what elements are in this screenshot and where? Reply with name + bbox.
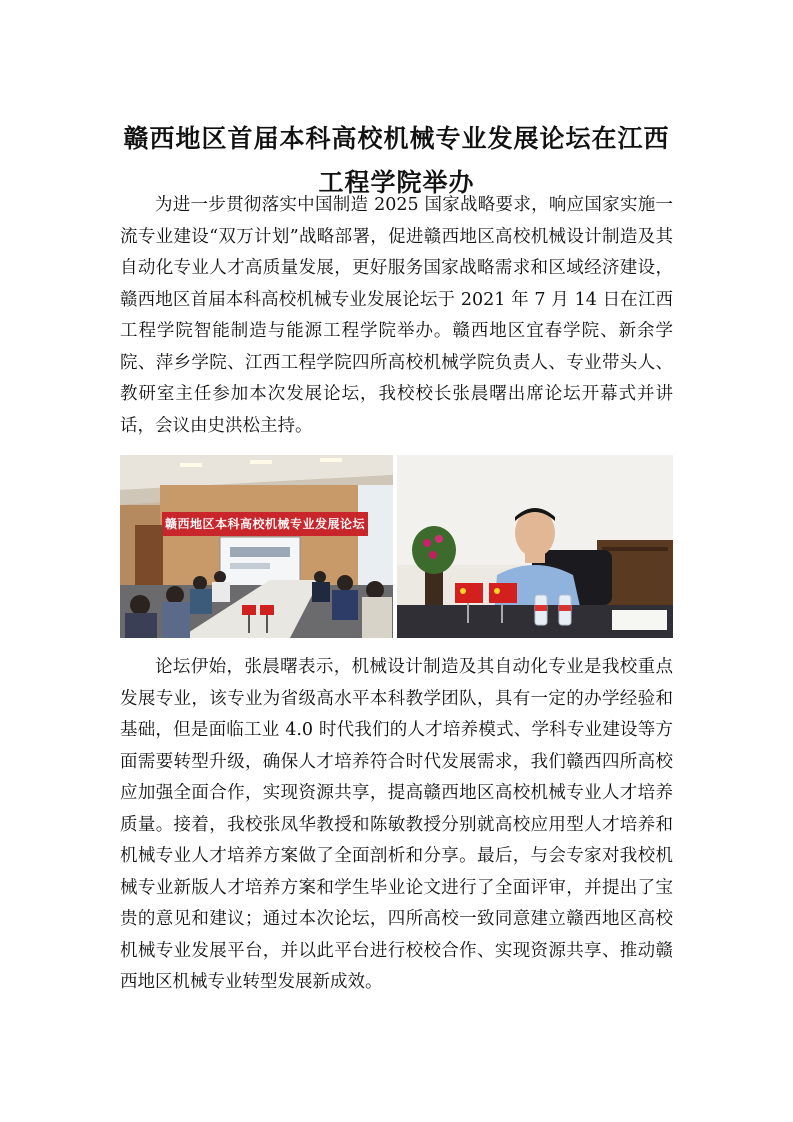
page-title: 赣西地区首届本科高校机械专业发展论坛在江西工程学院举办 xyxy=(123,123,670,197)
speaker-photo xyxy=(397,455,673,638)
conference-banner-text: 赣西地区本科高校机械专业发展论坛 xyxy=(164,517,365,531)
conference-room-photo xyxy=(120,455,393,638)
paragraph-forum-details: 论坛伊始，张晨曙表示，机械设计制造及其自动化专业是我校重点发展专业，该专业为省级高水平本科教学团队，具有一定的办学经验和基础，但是面临工业 4.0 时代我们的人才培养模式、学科专业建设等方面需要转型升级，确保人才培养符合时代发展需求，我们赣西四所高校应加强全面合作，实现资源共享，提高赣西地区高校机械专业人才培养质量。接着，我校张凤华教授和陈敏教授分别就高校应用型人才培养和机械专业人才培养方案做了全面剖析和分享。最后，与会专家对我校机械专业新版人才培养方案和学生毕业论文进行了全面评审，并提出了宝贵的意见和建议；通过本次论坛，四所高校一致同意建立赣西地区高校机械专业发展平台，并以此平台进行校校合作、实现资源共享、推动赣西地区机械专业转型发展新成效。 xyxy=(120,657,673,992)
photo-row xyxy=(120,455,673,638)
paragraph-intro: 为进一步贯彻落实中国制造 2025 国家战略要求，响应国家实施一流专业建设“双万计划”战略部署，促进赣西地区高校机械设计制造及其自动化专业人才高质量发展，更好服务国家战略需求和区域经济建设，赣西地区首届本科高校机械专业发展论坛于 2021 年 7 月 14 日在江西工程学院智能制造与能源工程学院举办。赣西地区宜春学院、新余学院、萍乡学院、江西工程学院四所高校机械学院负责人、专业带头人、教研室主任参加本次发展论坛，我校校长张晨曙出席论坛开幕式并讲话，会议由史洪松主持。 xyxy=(120,195,673,436)
